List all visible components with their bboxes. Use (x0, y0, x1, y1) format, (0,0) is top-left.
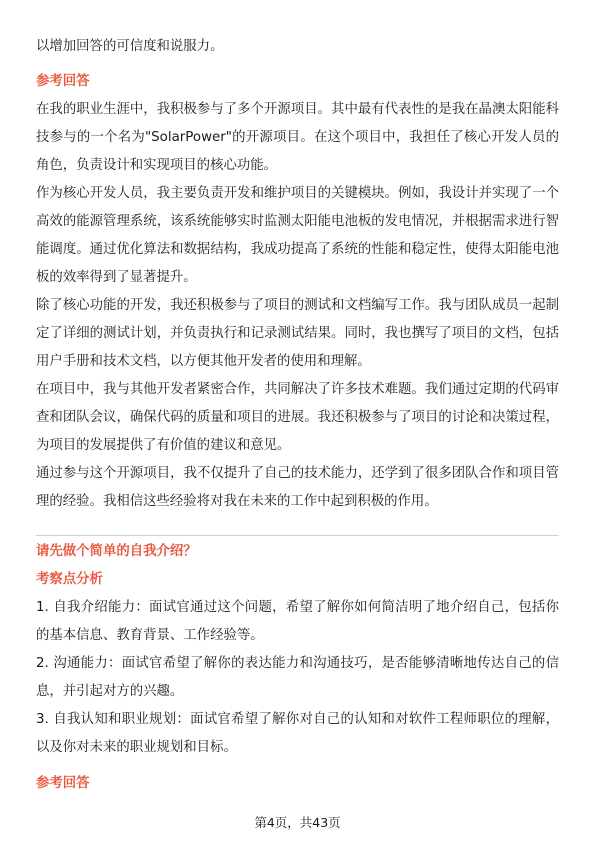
page-number: 第4页，共43页 (254, 815, 341, 830)
answer-paragraph: 作为核心开发人员，我主要负责开发和维护项目的关键模块。例如，我设计并实现了一个高效的能源管理系统，该系统能够实时监测太阳能电池板的发电情况，并根据需求进行智能调度。通过优化算法和数据结构，我成功提高了系统的性能和稳定性，使得太阳能电池板的效率得到了显著提升。 (36, 186, 559, 285)
answer-paragraph: 通过参与这个开源项目，我不仅提升了自己的技术能力，还学到了很多团队合作和项目管理的经验。我相信这些经验将对我在未来的工作中起到积极的作用。 (36, 466, 559, 509)
answer-paragraph: 在我的职业生涯中，我积极参与了多个开源项目。其中最有代表性的是我在晶澳太阳能科技参与的一个名为"SolarPower"的开源项目。在这个项目中，我担任了核心开发人员的角色，负责设计和实现项目的核心功能。 (36, 102, 559, 173)
answer-paragraph: 除了核心功能的开发，我还积极参与了项目的测试和文档编写工作。我与团队成员一起制定了详细的测试计划，并负责执行和记录测试结果。同时，我也撰写了项目的文档，包括用户手册和技术文档，以方便其他开发者的使用和理解。 (36, 298, 559, 369)
analysis-heading: 考察点分析 (36, 572, 103, 587)
analysis-point: 2. 沟通能力：面试官希望了解你的表达能力和沟通技巧，是否能够清晰地传达自己的信息，并引起对方的兴趣。 (36, 656, 559, 699)
section-divider (36, 535, 559, 536)
question-title: 请先做个简单的自我介绍？ (36, 544, 197, 559)
analysis-point: 1. 自我介绍能力：面试官通过这个问题，希望了解你如何简洁明了地介绍自己，包括你的基本信息、教育背景、工作经验等。 (36, 600, 559, 643)
continuation-text: 以增加回答的可信度和说服力。 (36, 39, 224, 54)
answer-heading: 参考回答 (36, 74, 90, 89)
answer-section (36, 68, 559, 516)
analysis-point: 3. 自我认知和职业规划：面试官希望了解你对自己的认知和对软件工程师职位的理解，以及你对未来的职业规划和目标。 (36, 712, 559, 755)
question-section (36, 538, 559, 798)
answer-heading: 参考回答 (36, 776, 90, 791)
answer-paragraph: 在项目中，我与其他开发者紧密合作，共同解决了许多技术难题。我们通过定期的代码审查和团队会议，确保代码的质量和项目的进展。我还积极参与了项目的讨论和决策过程，为项目的发展提供了有价值的建议和意见。 (36, 382, 559, 453)
